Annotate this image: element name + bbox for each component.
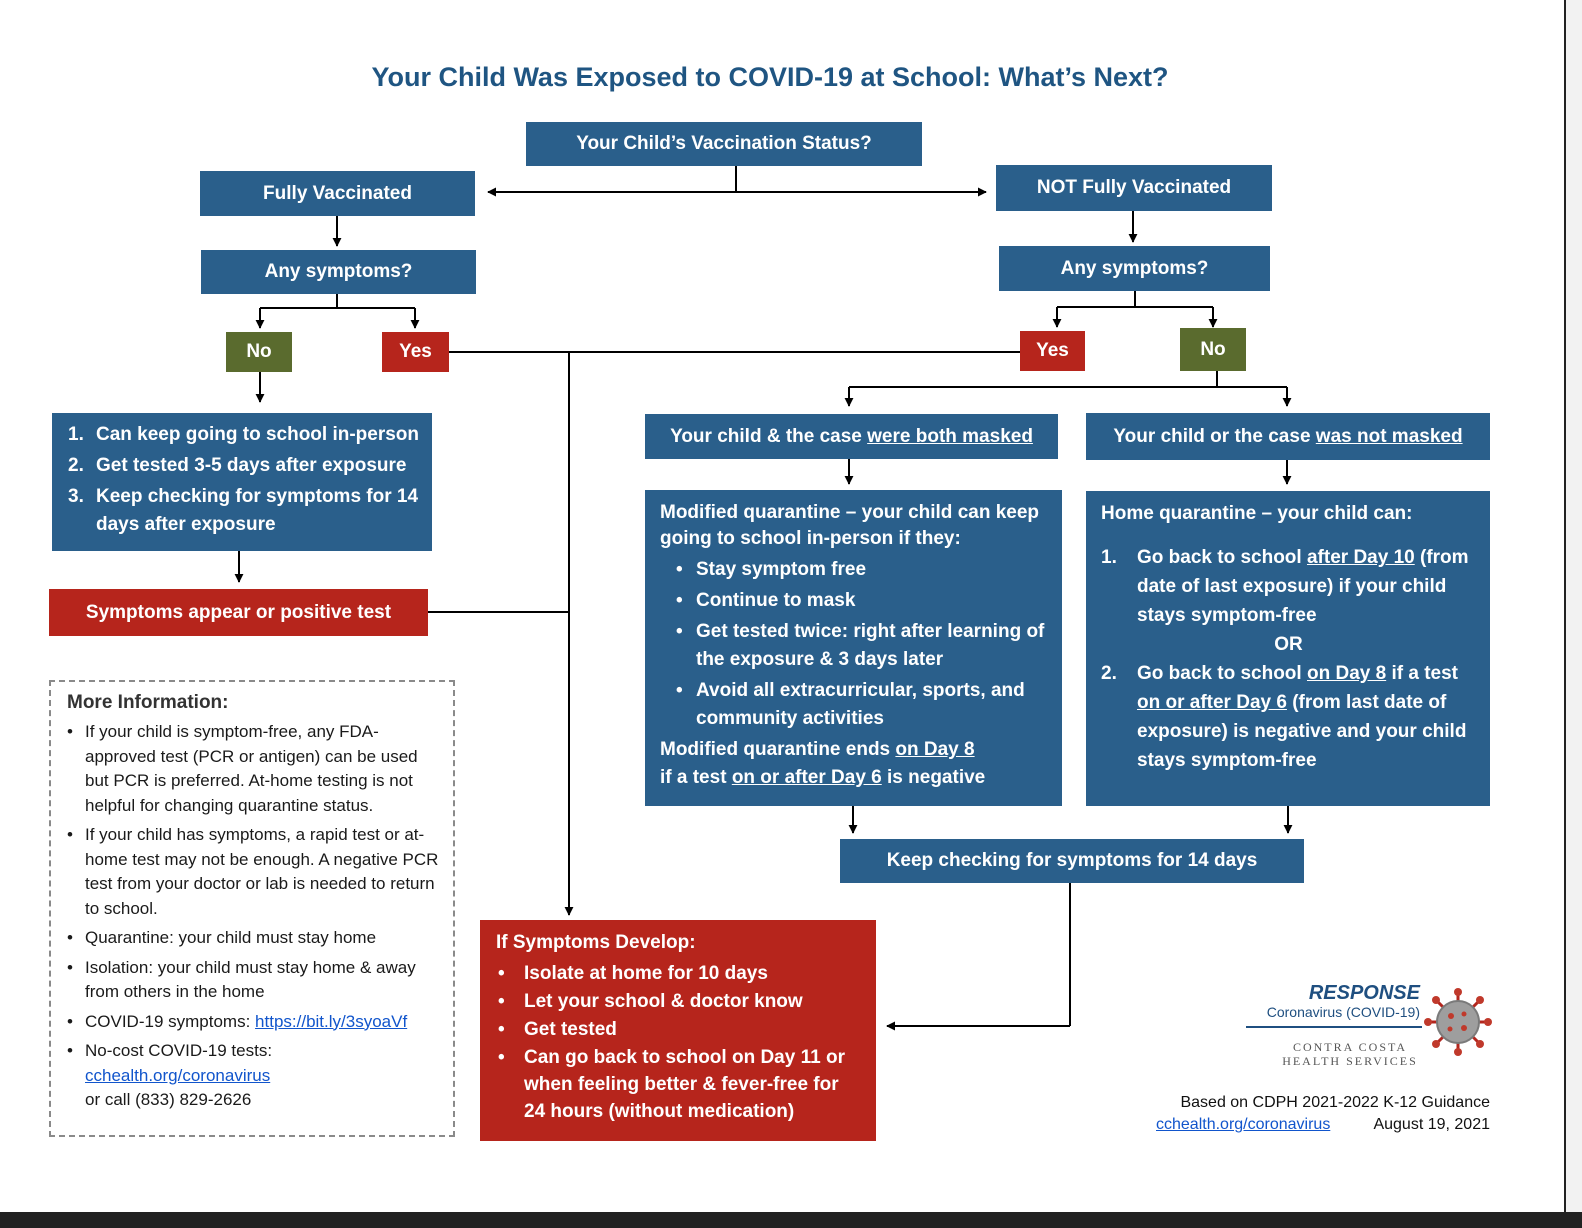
not-fully-vaccinated-label: NOT Fully Vaccinated [1036,177,1232,198]
symptoms-appear-box [49,589,428,636]
more-information-item: • If your child has symptoms, a rapid test or at-home test may not be enough. A negative PCR test from your doctor or lab is needed to return to school. [67,823,439,921]
keep-checking-label: Keep checking for symptoms for 14 days [886,850,1258,871]
modified-quarantine-item: • Get tested twice: right after learning of the exposure & 3 days later [660,618,1048,674]
not-masked-label: Your child or the case was not masked [1113,425,1463,447]
more-information-item: • Quarantine: your child must stay home [67,926,439,951]
not-fully-symptoms-question-box [999,246,1270,291]
fully-steps-list [54,421,422,539]
modified-quarantine-item: • Stay symptom free [660,556,1048,584]
more-information-item: • No-cost COVID-19 tests: cchealth.org/coronavirus or call (833) 829-2626 [67,1039,439,1113]
more-information-panel [49,680,455,1137]
both-masked-label: Your child & the case were both masked [670,425,1033,447]
cchealth-link[interactable]: cchealth.org/coronavirus [85,1065,271,1085]
fully-vaccinated-box [200,171,475,216]
symptoms-develop-heading: If Symptoms Develop: [496,932,696,953]
symptoms-develop-item: • Isolate at home for 10 days [498,963,768,984]
window-right-edge [1564,0,1582,1228]
fully-no-box [226,332,292,372]
fully-step-item: 2. Get tested 3-5 days after exposure [68,455,407,476]
footer-cchealth-link[interactable]: cchealth.org/coronavirus [1156,1116,1331,1133]
not-fully-yes-label: Yes [1036,340,1069,361]
home-quarantine-heading: Home quarantine – your child can: [1101,503,1413,524]
symptoms-develop-item: • Can go back to school on Day 11 or when feeling better & fever-free for 24 hours (without medication) [498,1047,845,1122]
symptoms-develop-item: • Get tested [498,1019,617,1040]
vaccination-status-box [526,122,922,166]
keep-checking-box [840,839,1304,883]
footer-date: August 19, 2021 [1373,1116,1490,1133]
vaccination-status-label: Your Child’s Vaccination Status? [576,133,872,154]
not-masked-box [1086,413,1490,460]
fully-no-label: No [246,341,272,362]
symptoms-develop-list [496,960,862,1125]
not-fully-symptoms-question-label: Any symptoms? [1060,257,1209,279]
modified-quarantine-item: • Continue to mask [660,587,1048,615]
modified-quarantine-heading: Modified quarantine – your child can keep going to school in-person if they: [660,502,1040,549]
logo-divider [1246,1026,1422,1028]
fully-steps-box [52,413,432,551]
modified-quarantine-list [660,556,1048,733]
not-fully-vaccinated-box [996,165,1272,211]
fully-vaccinated-label: Fully Vaccinated [263,182,412,204]
coronavirus-icon [1424,988,1492,1056]
more-information-heading: More Information: [67,692,229,713]
home-option-1: 1. Go back to school after Day 10 (from date of last exposure) if your child stays symptom-free [1101,547,1469,626]
symptoms-appear-label: Symptoms appear or positive test [85,601,392,623]
modified-quarantine-item: • Avoid all extracurricular, sports, and community activities [660,677,1048,733]
response-logo-subtitle: Coronavirus (COVID-19) [1266,1004,1420,1020]
symptoms-develop-box [480,920,876,1141]
home-option-2: 2. Go back to school on Day 8 if a test on or after Day 6 (from last date of exposure) is negative and your child stays symptom-free [1101,663,1467,771]
not-fully-yes-box [1020,331,1085,371]
fully-symptoms-question-box [201,250,476,294]
home-quarantine-box [1086,491,1490,806]
fully-yes-box [382,332,449,372]
guidance-basis-text: Based on CDPH 2021-2022 K-12 Guidance [1180,1094,1490,1111]
contra-costa-logo-text: CONTRA COSTA HEALTH SERVICES [1282,1040,1418,1068]
fully-yes-label: Yes [399,341,432,362]
fully-symptoms-question-label: Any symptoms? [264,261,413,282]
response-logo-text: RESPONSE [1308,982,1420,1004]
fully-step-item: 1. Can keep going to school in-person [68,424,420,445]
modified-quarantine-end: Modified quarantine ends on Day 8 if a test on or after Day 6 is negative [660,739,986,788]
more-information-item: • COVID-19 symptoms: https://bit.ly/3syoaVf [67,1010,439,1035]
fully-step-item: 3. Keep checking for symptoms for 14 days after exposure [68,486,419,535]
home-or-label: OR [1274,634,1303,655]
modified-quarantine-box [645,490,1062,806]
more-information-list [67,720,439,1113]
more-information-item: • If your child is symptom-free, any FDA-approved test (PCR or antigen) can be used but PCR is preferred. At-home testing is not helpful for changing quarantine status. [67,720,439,818]
page-title: Your Child Was Exposed to COVID-19 at School: What’s Next? [371,62,1169,92]
not-fully-no-box [1180,328,1246,371]
covid-symptoms-link[interactable]: https://bit.ly/3syoaVf [255,1011,408,1031]
more-information-item: • Isolation: your child must stay home & away from others in the home [67,956,439,1005]
window-bottom-edge [0,1212,1582,1228]
symptoms-develop-item: • Let your school & doctor know [498,991,803,1012]
both-masked-box [645,414,1058,459]
not-fully-no-label: No [1200,338,1226,360]
